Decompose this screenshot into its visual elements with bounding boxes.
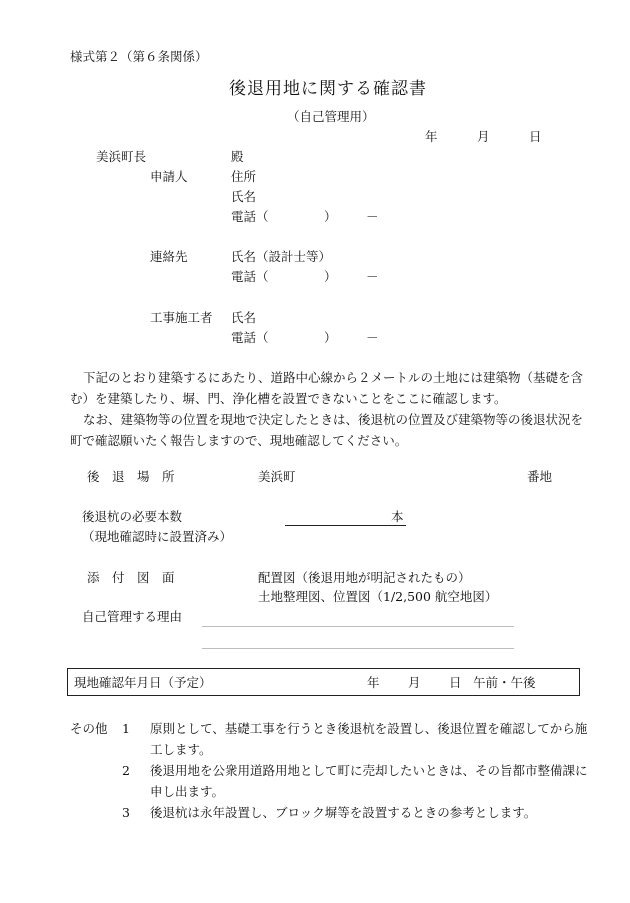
note-number: 2 — [122, 763, 130, 778]
addressee-name: 美浜町長 — [96, 149, 147, 164]
date-year-label: 年 — [425, 129, 438, 144]
contractor-label: 工事施工者 — [150, 310, 213, 325]
notes-section — [70, 718, 590, 823]
confirmation-date-box — [67, 668, 580, 696]
attachments-label: 添 付 図 面 — [87, 570, 175, 585]
note-text: 原則として、基礎工事を行うとき後退杭を設置し、後退位置を確認してから施工します。 — [150, 721, 588, 757]
applicant-phone-close: ） — [324, 209, 337, 224]
applicant-phone-dash: － — [366, 209, 379, 224]
body-paragraph-1: 下記のとおり建築するにあたり、道路中心線から２メートルの土地には建築物（基礎を含む）を建築したり、塀、門、浄化槽を設置できないことをここに確認します。 — [70, 370, 584, 406]
location-suffix: 番地 — [527, 469, 553, 484]
applicant-name-label: 氏名 — [231, 189, 257, 204]
applicant-address-label: 住所 — [231, 169, 257, 184]
confirmation-label: 現地確認年月日（予定） — [74, 675, 212, 690]
form-number: 様式第２（第６条関係） — [70, 49, 208, 64]
attachment-1: 配置図（後退用地が明記されたもの） — [258, 570, 471, 585]
stakes-count-line[interactable] — [285, 525, 406, 526]
contractor-phone-dash: － — [366, 330, 379, 345]
document-title: 後退用地に関する確認書 — [229, 79, 427, 99]
contractor-phone-close: ） — [324, 330, 337, 345]
confirmation-day: 日 — [449, 675, 462, 690]
applicant-phone-label: 電話（ — [231, 209, 269, 224]
document-subtitle: （自己管理用） — [287, 109, 375, 124]
contact-name-label: 氏名（設計士等） — [231, 249, 332, 264]
notes-heading: その他 — [70, 721, 108, 736]
note-item — [70, 760, 590, 802]
confirmation-month: 月 — [408, 675, 421, 690]
confirmation-ampm: 午前・午後 — [473, 675, 536, 690]
note-text: 後退用地を公衆用道路用地として町に売却したいときは、その旨都市整備課に申し出ます。 — [150, 763, 588, 799]
reason-label: 自己管理する理由 — [82, 609, 183, 624]
body-text — [70, 367, 588, 451]
body-paragraph-2: なお、建築物等の位置を現地で決定したときは、後退杭の位置及び建築物等の後退状況を町で確認願いたく報告しますので、現地確認してください。 — [70, 412, 584, 448]
note-number: 3 — [122, 805, 130, 820]
note-item — [70, 718, 590, 760]
location-town: 美浜町 — [258, 469, 296, 484]
date-day-label: 日 — [529, 129, 542, 144]
note-item — [70, 802, 590, 823]
stakes-unit: 本 — [391, 509, 404, 524]
location-label: 後 退 場 所 — [87, 469, 175, 484]
reason-line-2[interactable] — [202, 648, 514, 649]
stakes-note: （現地確認時に設置済み） — [82, 529, 233, 544]
contractor-name-label: 氏名 — [231, 310, 257, 325]
addressee-honorific: 殿 — [231, 149, 244, 164]
contact-phone-label: 電話（ — [231, 269, 269, 284]
stakes-label: 後退杭の必要本数 — [82, 509, 183, 524]
note-number: 1 — [122, 721, 130, 736]
contact-label: 連絡先 — [150, 249, 188, 264]
contact-phone-dash: － — [366, 269, 379, 284]
attachment-2: 土地整理図、位置図（1/2,500 航空地図） — [258, 589, 498, 604]
confirmation-year: 年 — [367, 675, 380, 690]
contractor-phone-label: 電話（ — [231, 330, 269, 345]
date-month-label: 月 — [477, 129, 490, 144]
note-text: 後退杭は永年設置し、ブロック塀等を設置するときの参考とします。 — [150, 805, 537, 820]
reason-line-1[interactable] — [202, 626, 514, 627]
applicant-label: 申請人 — [150, 169, 188, 184]
contact-phone-close: ） — [324, 269, 337, 284]
